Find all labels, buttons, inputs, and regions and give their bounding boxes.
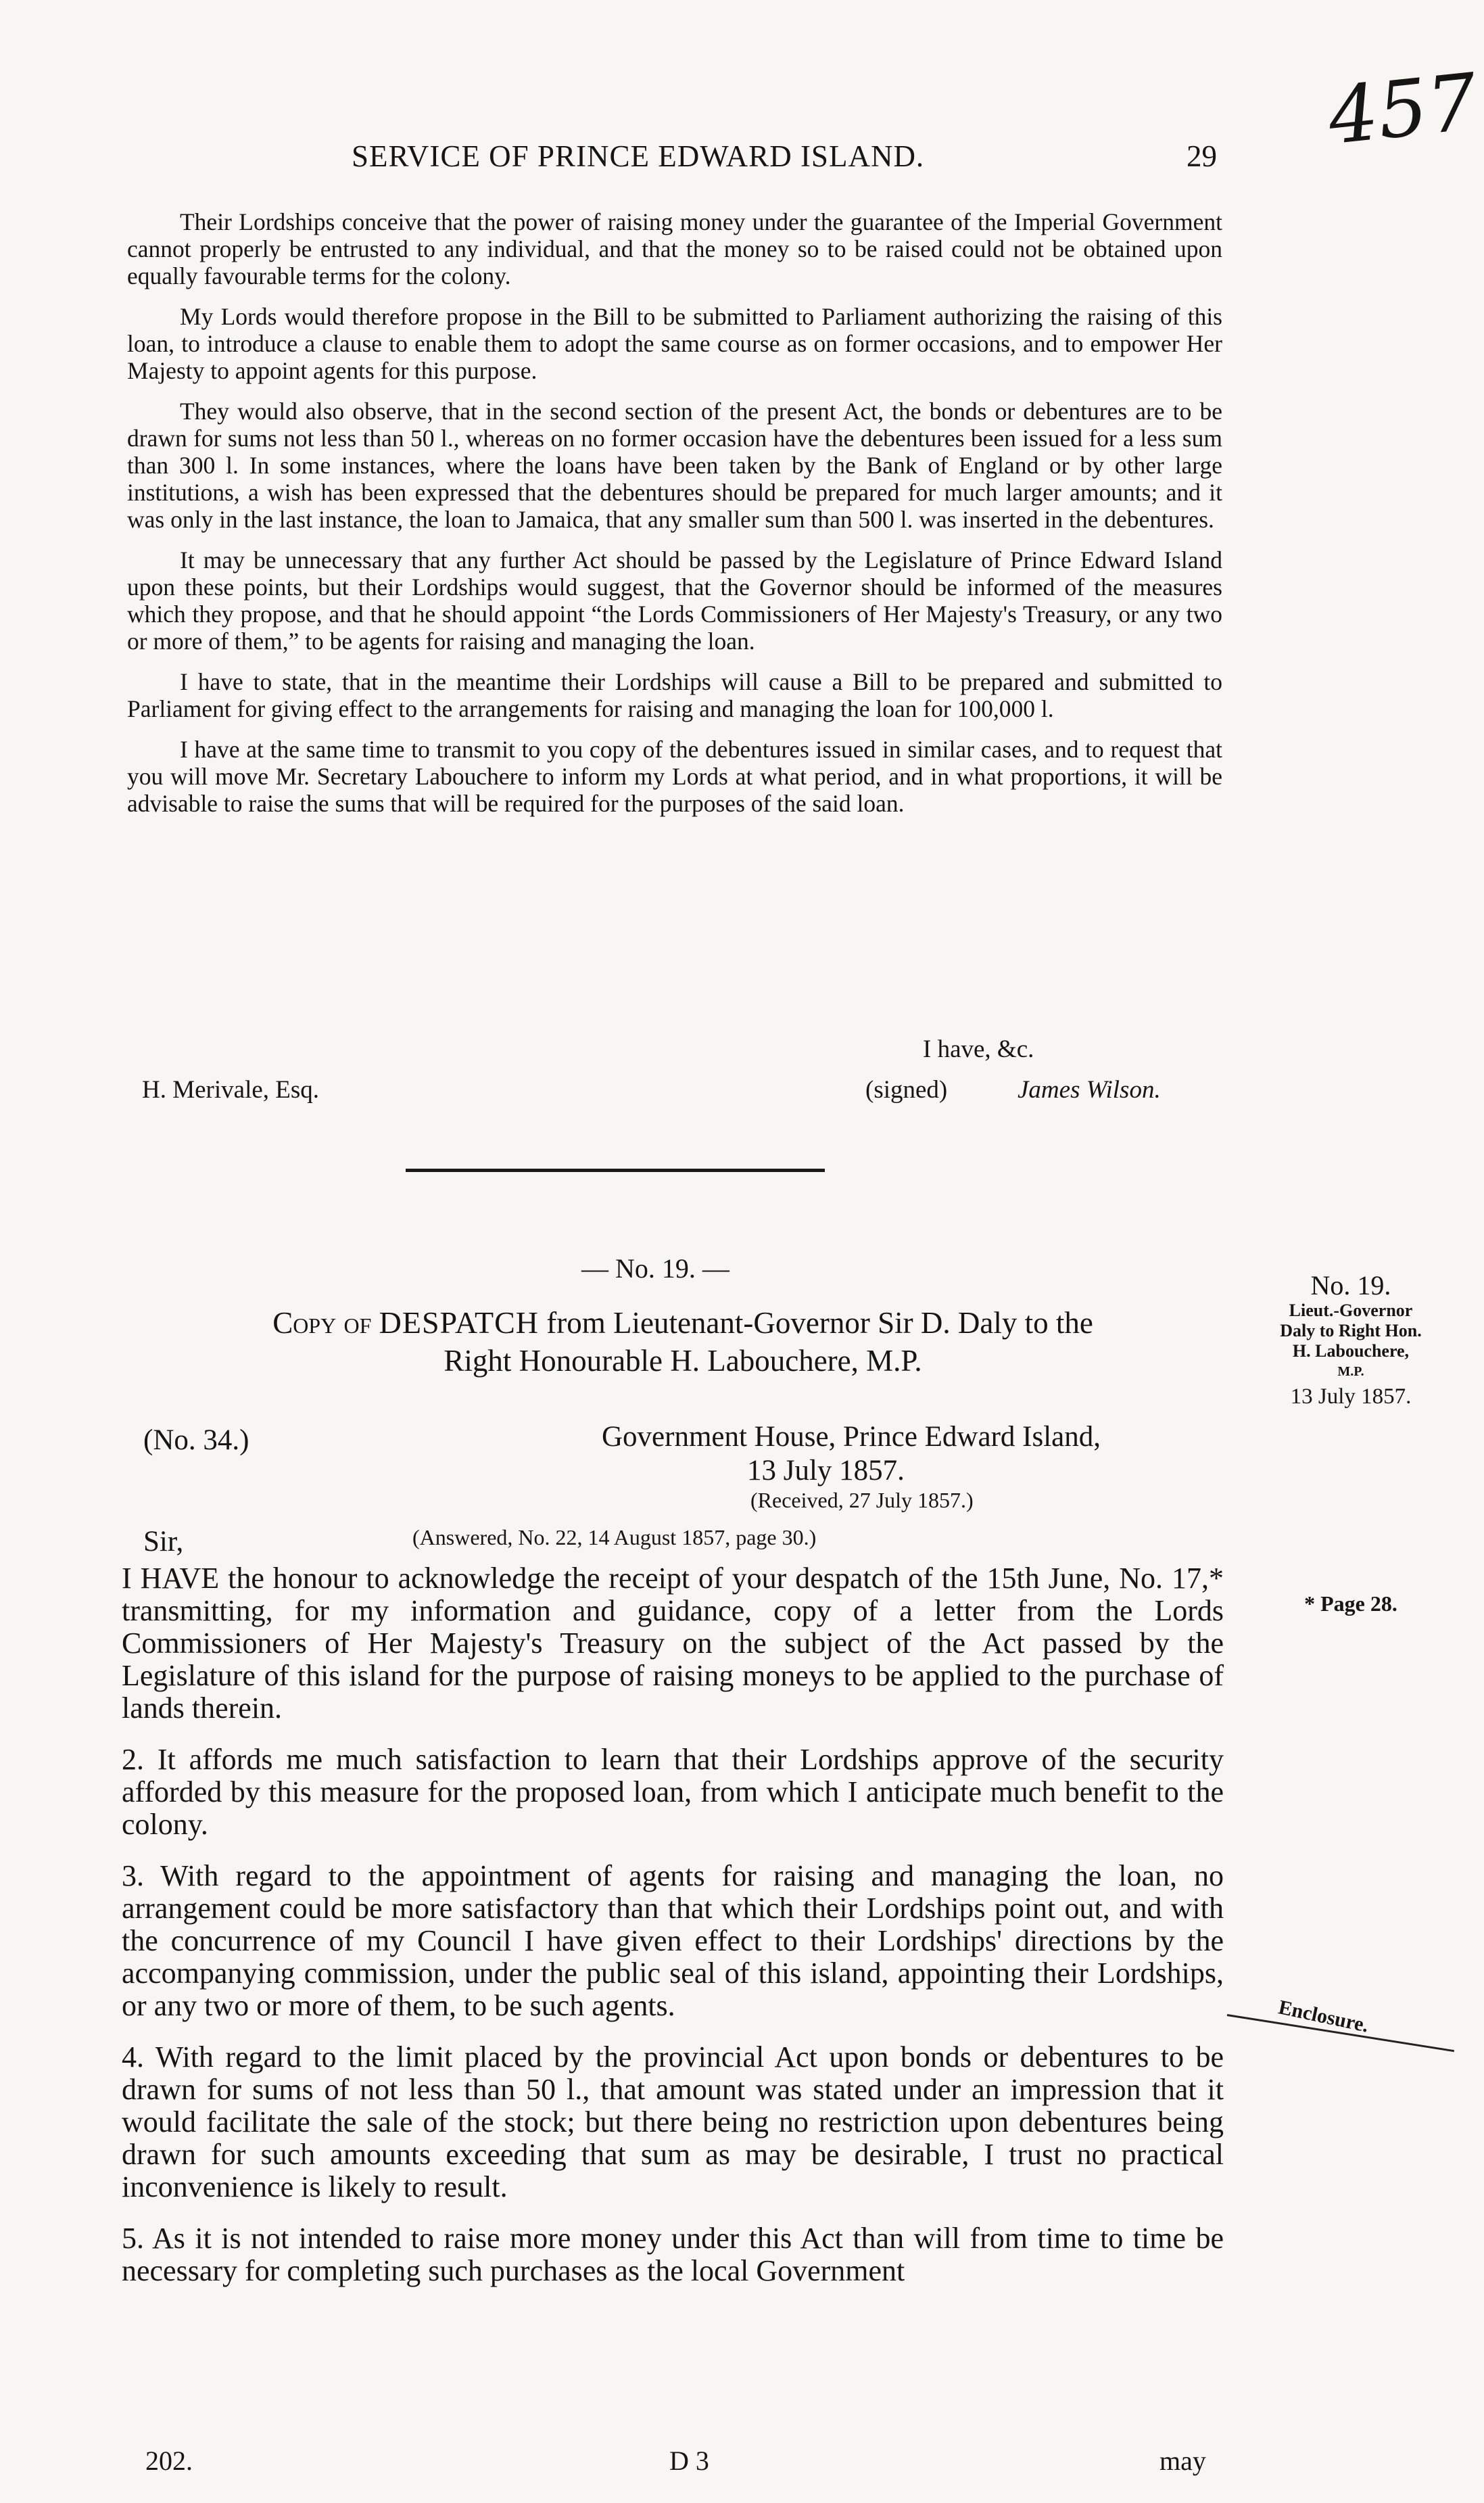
- answered-note: (Answered, No. 22, 14 August 1857, page 30.): [412, 1525, 817, 1549]
- margin-page-reference: * Page 28.: [1304, 1591, 1397, 1616]
- margin-note: [1243, 1270, 1459, 1409]
- margin-enclosure-note: Enclosure.: [1276, 1996, 1371, 2037]
- received-note: (Received, 27 July 1857.): [750, 1488, 974, 1512]
- margin-despatch-number: No. 19.: [1310, 1270, 1391, 1301]
- despatch-paragraph: 2. It affords me much satisfaction to learn that their Lordships approve of the security afforded by this measure for the proposed loan, from which I anticipate much benefit to the colony.: [122, 1743, 1224, 1841]
- despatch-title-line-1: Copy of DESPATCH from Lieutenant-Governor Sir D. Daly to the: [272, 1305, 1093, 1340]
- despatch-number-heading: — No. 19. —: [581, 1253, 729, 1284]
- salutation: Sir,: [143, 1526, 184, 1558]
- despatch-reference-number: (No. 34.): [143, 1424, 249, 1456]
- letter-paragraph: Their Lordships conceive that the power of raising money under the guarantee of the Imperial Government cannot properly be entrusted to any individual, and that the money so to be raised could not be obtained upon equally favourable terms for the colony.: [127, 208, 1222, 289]
- letter-addressee: H. Merivale, Esq.: [142, 1076, 320, 1104]
- despatch-paragraph: 4. With regard to the limit placed by the provincial Act upon bonds or debentures to be drawn for sums of not less than 50 l., that amount was stated under an impression that it would facilitate the sale of the stock; but there being no restriction upon debentures being drawn for such amounts exceeding that sum as may be desirable, I trust no practical inconvenience is likely to result.: [122, 2040, 1224, 2203]
- despatch-paragraph: 5. As it is not intended to raise more money under this Act than will from time to time be necessary for completing such purchases as the local Government: [122, 2222, 1224, 2287]
- letter-signatory: James Wilson.: [1018, 1076, 1161, 1104]
- footer-left-number: 202.: [145, 2446, 193, 2476]
- section-divider: [406, 1169, 825, 1172]
- despatch-body: [122, 1562, 1224, 2306]
- signed-label: (signed): [865, 1076, 948, 1104]
- despatch-title: [169, 1304, 1197, 1380]
- letter-closing: I have, &c.: [923, 1035, 1034, 1063]
- margin-line: Daly to Right Hon.: [1280, 1321, 1422, 1340]
- letter-paragraph: It may be unnecessary that any further Act should be passed by the Legislature of Prince Edward Island upon these points, but their Lordships would suggest, that the Governor should be informed of the measures which they propose, and that he should appoint “the Lords Commissioners of Her Majesty's Treasury, or any two or more of them,” to be agents for raising and managing the loan.: [127, 546, 1222, 655]
- despatch-title-line-2: Right Honourable H. Labouchere, M.P.: [444, 1344, 922, 1378]
- letter-paragraph: They would also observe, that in the second section of the present Act, the bonds or debentures are to be drawn for sums not less than 50 l., whereas on no former occasion have the debentures been issued for a less sum than 300 l. In some instances, where the loans have been taken by the Bank of England or by other large institutions, a wish has been expressed that the debentures should be prepared for much larger amounts; and it was only in the last instance, the loan to Jamaica, that any smaller sum than 500 l. was inserted in the debentures.: [127, 398, 1222, 533]
- handwritten-folio-number: 457: [1324, 56, 1481, 163]
- margin-line: M.P.: [1337, 1364, 1364, 1379]
- despatch-paragraph: 3. With regard to the appointment of agents for raising and managing the loan, no arrangement could be more satisfactory than that which their Lordships point out, and with the concurrence of my Council I have given effect to their Lordships' directions by the accompanying commission, under the public seal of this island, appointing their Lordships, or any two or more of them, to be such agents.: [122, 1859, 1224, 2022]
- despatch-address-line-1: Government House, Prince Edward Island,: [602, 1421, 1101, 1453]
- despatch-address-date: 13 July 1857.: [747, 1455, 905, 1487]
- letter-paragraph: My Lords would therefore propose in the Bill to be submitted to Parliament authorizing the raising of this loan, to introduce a clause to enable them to adopt the same course as on former occasions, and to empower Her Majesty to appoint agents for this purpose.: [127, 303, 1222, 384]
- signature-mark: D 3: [669, 2446, 709, 2476]
- margin-line: Lieut.-Governor: [1289, 1301, 1413, 1320]
- despatch-paragraph: I HAVE the honour to acknowledge the receipt of your despatch of the 15th June, No. 17,* transmitting, for my information and guidance, copy of a letter from the Lords Commissioners of Her Majesty's Treasury on the subject of the Act passed by the Legislature of this island for the purpose of raising moneys to be applied to the purchase of lands therein.: [122, 1562, 1224, 1725]
- treasury-letter-body: [127, 208, 1222, 831]
- margin-date: 13 July 1857.: [1290, 1384, 1412, 1409]
- letter-paragraph: I have at the same time to transmit to you copy of the debentures issued in similar cases, and to request that you will move Mr. Secretary Labouchere to inform my Lords at what period, and in what proportions, it will be advisable to raise the sums that will be required for the purposes of the said loan.: [127, 736, 1222, 817]
- page-number: 29: [1187, 139, 1217, 173]
- running-head: SERVICE OF PRINCE EDWARD ISLAND.: [352, 139, 925, 173]
- catchword: may: [1159, 2446, 1206, 2476]
- letter-paragraph: I have to state, that in the meantime their Lordships will cause a Bill to be prepared and submitted to Parliament for giving effect to the arrangements for raising and managing the loan for 100,000 l.: [127, 668, 1222, 722]
- margin-line: H. Labouchere,: [1292, 1341, 1410, 1361]
